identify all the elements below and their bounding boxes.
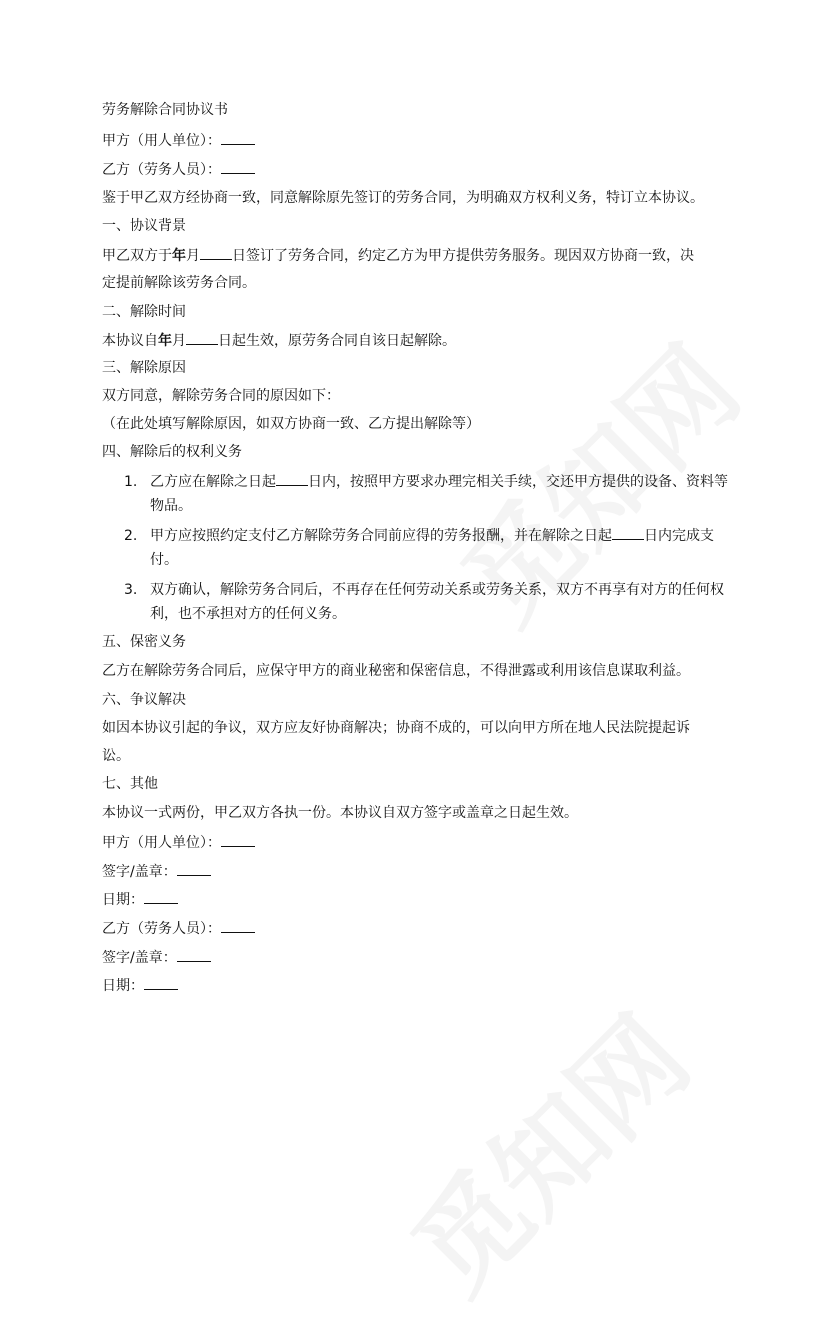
- date-blank: [144, 889, 178, 904]
- watermark: [372, 976, 717, 1321]
- list-item: [124, 578, 734, 628]
- text-fragment: 乙方应在解除之日起: [150, 474, 276, 490]
- party-b-blank: [221, 918, 255, 933]
- section-1-line-1: [102, 245, 694, 266]
- days-blank: [612, 525, 644, 540]
- section-5-line-1: 乙方在解除劳务合同后，应保守甲方的商业秘密和保密信息，不得泄露或利用该信息谋取利益。: [102, 663, 690, 679]
- party-b-blank: [221, 159, 255, 174]
- party-b-sign-line: [102, 947, 211, 968]
- party-b-date-line: [102, 975, 178, 996]
- text-fragment: 日起生效，原劳务合同自该日起解除。: [218, 333, 456, 349]
- party-a-blank: [221, 832, 255, 847]
- text-fragment: 日内，按照甲方要求办理完相关手续，交还甲方提供的设备、资料等物品。: [150, 474, 728, 514]
- sign-label: 签字/盖章：: [102, 864, 177, 880]
- section-1-line-2: 定提前解除该劳务合同。: [102, 275, 256, 291]
- section-4-heading: 四、解除后的权利义务: [102, 444, 242, 460]
- party-a-line: [102, 130, 255, 151]
- document-title: 劳务解除合同协议书: [102, 102, 228, 118]
- list-item-number: 3.: [124, 582, 138, 598]
- party-a-label: 甲方（用人单位）：: [102, 835, 221, 851]
- party-a-blank: [221, 130, 255, 145]
- date-label: 日期：: [102, 892, 144, 908]
- party-b-label: 乙方（劳务人员）：: [102, 921, 221, 937]
- list-item-text: 双方确认，解除劳务合同后，不再存在任何劳动关系或劳务关系，双方不再享有对方的任何权利，也不承担对方的任何义务。: [150, 582, 724, 622]
- section-3-heading: 三、解除原因: [102, 360, 186, 376]
- list-item: [124, 524, 734, 574]
- party-a-sign-line: [102, 861, 211, 882]
- section-1-heading: 一、协议背景: [102, 218, 186, 234]
- day-blank: [186, 330, 218, 345]
- text-fragment: 月: [186, 248, 200, 264]
- section-7-heading: 七、其他: [102, 776, 158, 792]
- party-b-line: [102, 159, 255, 180]
- section-6-line-1: 如因本协议引起的争议，双方应友好协商解决；协商不成的，可以向甲方所在地人民法院提起诉: [102, 720, 690, 736]
- text-fragment: 甲乙双方于: [102, 248, 172, 264]
- list-item-number: 2.: [124, 528, 138, 544]
- intro-paragraph: 鉴于甲乙双方经协商一致，同意解除原先签订的劳务合同，为明确双方权利义务，特订立本协议。: [102, 190, 704, 206]
- section-5-heading: 五、保密义务: [102, 634, 186, 650]
- section-6-line-2: 讼。: [102, 748, 130, 764]
- date-blank: [144, 975, 178, 990]
- list-item-text: [150, 470, 734, 518]
- party-b-label: 乙方（劳务人员）：: [102, 162, 221, 178]
- text-fragment: 日签订了劳务合同，约定乙方为甲方提供劳务服务。现因双方协商一致，决: [232, 248, 694, 264]
- days-blank: [276, 471, 308, 486]
- section-3-line-2: （在此处填写解除原因，如双方协商一致、乙方提出解除等）: [102, 416, 480, 432]
- sign-label: 签字/盖章：: [102, 950, 177, 966]
- section-7-line-1: 本协议一式两份，甲乙双方各执一份。本协议自双方签字或盖章之日起生效。: [102, 805, 578, 821]
- sign-blank: [177, 947, 211, 962]
- signature-party-a-line: [102, 832, 255, 853]
- text-fragment: 日内完成支付。: [150, 528, 714, 568]
- section-2-heading: 二、解除时间: [102, 304, 186, 320]
- date-label: 日期：: [102, 978, 144, 994]
- sign-blank: [177, 861, 211, 876]
- section-6-heading: 六、争议解决: [102, 692, 186, 708]
- section-2-line-1: [102, 330, 456, 351]
- year-text: 年: [172, 248, 186, 264]
- text-fragment: 月: [172, 333, 186, 349]
- list-item-text: [150, 524, 734, 572]
- year-text: 年: [158, 333, 172, 349]
- party-a-date-line: [102, 889, 178, 910]
- signature-party-b-line: [102, 918, 255, 939]
- party-a-label: 甲方（用人单位）：: [102, 133, 221, 149]
- text-fragment: 甲方应按照约定支付乙方解除劳务合同前应得的劳务报酬，并在解除之日起: [150, 528, 612, 544]
- list-item-number: 1.: [124, 474, 138, 490]
- list-item: [124, 470, 734, 520]
- section-3-line-1: 双方同意，解除劳务合同的原因如下：: [102, 388, 340, 404]
- day-blank: [200, 245, 232, 260]
- text-fragment: 本协议自: [102, 333, 158, 349]
